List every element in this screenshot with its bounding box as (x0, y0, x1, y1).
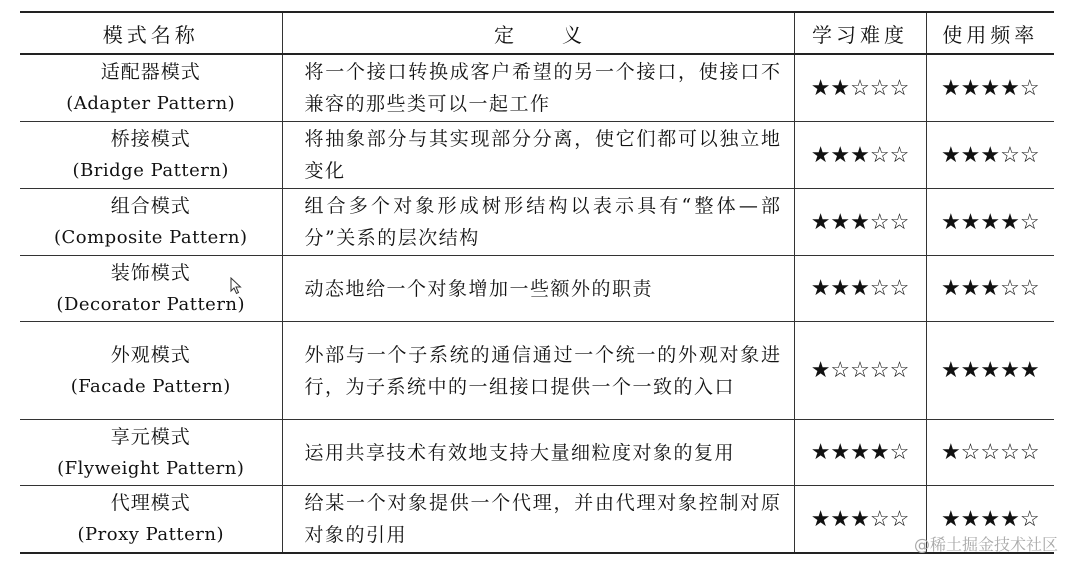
pattern-definition: 动态地给一个对象增加一些额外的职责 (282, 256, 794, 322)
header-row (20, 12, 1054, 54)
pattern-name-en: (Proxy Pattern) (77, 524, 224, 545)
table-row (20, 420, 1054, 486)
difficulty-rating: ★★★☆☆ (794, 189, 926, 256)
frequency-rating: ★☆☆☆☆ (926, 420, 1054, 486)
frequency-rating: ★★★★☆ (926, 486, 1054, 554)
pattern-name-en: (Adapter Pattern) (66, 93, 236, 114)
difficulty-rating: ★★★☆☆ (794, 122, 926, 189)
pattern-name-cell (20, 486, 282, 554)
pattern-name-cell (20, 420, 282, 486)
pattern-name-cell (20, 189, 282, 256)
table-row (20, 122, 1054, 189)
structural-patterns-table (20, 11, 1054, 554)
difficulty-rating: ★★★★☆ (794, 420, 926, 486)
pattern-name-cell (20, 256, 282, 322)
pattern-name-en: (Bridge Pattern) (72, 160, 229, 181)
pattern-name-cell (20, 122, 282, 189)
pattern-table-container (20, 11, 1054, 554)
table-header (20, 12, 1054, 54)
difficulty-rating: ★★★☆☆ (794, 486, 926, 554)
frequency-rating: ★★★☆☆ (926, 122, 1054, 189)
pattern-name-cell (20, 322, 282, 420)
pattern-name-en: (Decorator Pattern) (56, 293, 246, 315)
pattern-name-cn: 代理模式 (110, 492, 191, 514)
pattern-name-cn: 外观模式 (110, 343, 191, 366)
table-row (20, 486, 1054, 554)
header-frequency: 使用频率 (926, 12, 1054, 54)
frequency-rating: ★★★★☆ (926, 54, 1054, 122)
pattern-name-cn: 适配器模式 (100, 61, 201, 83)
header-difficulty: 学习难度 (794, 12, 926, 54)
frequency-rating: ★★★★★ (926, 322, 1054, 420)
pattern-definition: 将一个接口转换成客户希望的另一个接口，使接口不兼容的那些类可以一起工作 (282, 54, 794, 122)
table-body (20, 54, 1054, 553)
header-definition: 定义 (282, 12, 794, 54)
difficulty-rating: ★★☆☆☆ (794, 54, 926, 122)
difficulty-rating: ★★★☆☆ (794, 256, 926, 322)
table-row (20, 189, 1054, 256)
table-row (20, 256, 1054, 322)
table-row (20, 54, 1054, 122)
pattern-name-cn: 组合模式 (110, 195, 191, 217)
frequency-rating: ★★★★☆ (926, 189, 1054, 256)
pattern-definition: 外部与一个子系统的通信通过一个统一的外观对象进行，为子系统中的一组接口提供一个一致的入口 (282, 322, 794, 420)
header-pattern-name: 模式名称 (20, 12, 282, 54)
mouse-pointer-icon (230, 277, 242, 295)
watermark: @稀土掘金技术社区 (913, 535, 1058, 554)
pattern-definition: 将抽象部分与其实现部分分离，使它们都可以独立地变化 (282, 122, 794, 189)
frequency-rating: ★★★☆☆ (926, 256, 1054, 322)
pattern-name-cn: 装饰模式 (110, 261, 191, 284)
pattern-definition: 运用共享技术有效地支持大量细粒度对象的复用 (282, 420, 794, 486)
pattern-name-cn: 桥接模式 (110, 128, 191, 150)
difficulty-rating: ★☆☆☆☆ (794, 322, 926, 420)
pattern-name-en: (Composite Pattern) (53, 227, 248, 248)
pattern-name-cn: 享元模式 (110, 425, 191, 448)
pattern-name-en: (Flyweight Pattern) (57, 457, 245, 479)
pattern-name-en: (Facade Pattern) (70, 375, 231, 397)
pattern-definition: 给某一个对象提供一个代理，并由代理对象控制对原对象的引用 (282, 486, 794, 554)
table-row (20, 322, 1054, 420)
pattern-definition: 组合多个对象形成树形结构以表示具有“整体—部分”关系的层次结构 (282, 189, 794, 256)
pattern-name-cell (20, 54, 282, 122)
